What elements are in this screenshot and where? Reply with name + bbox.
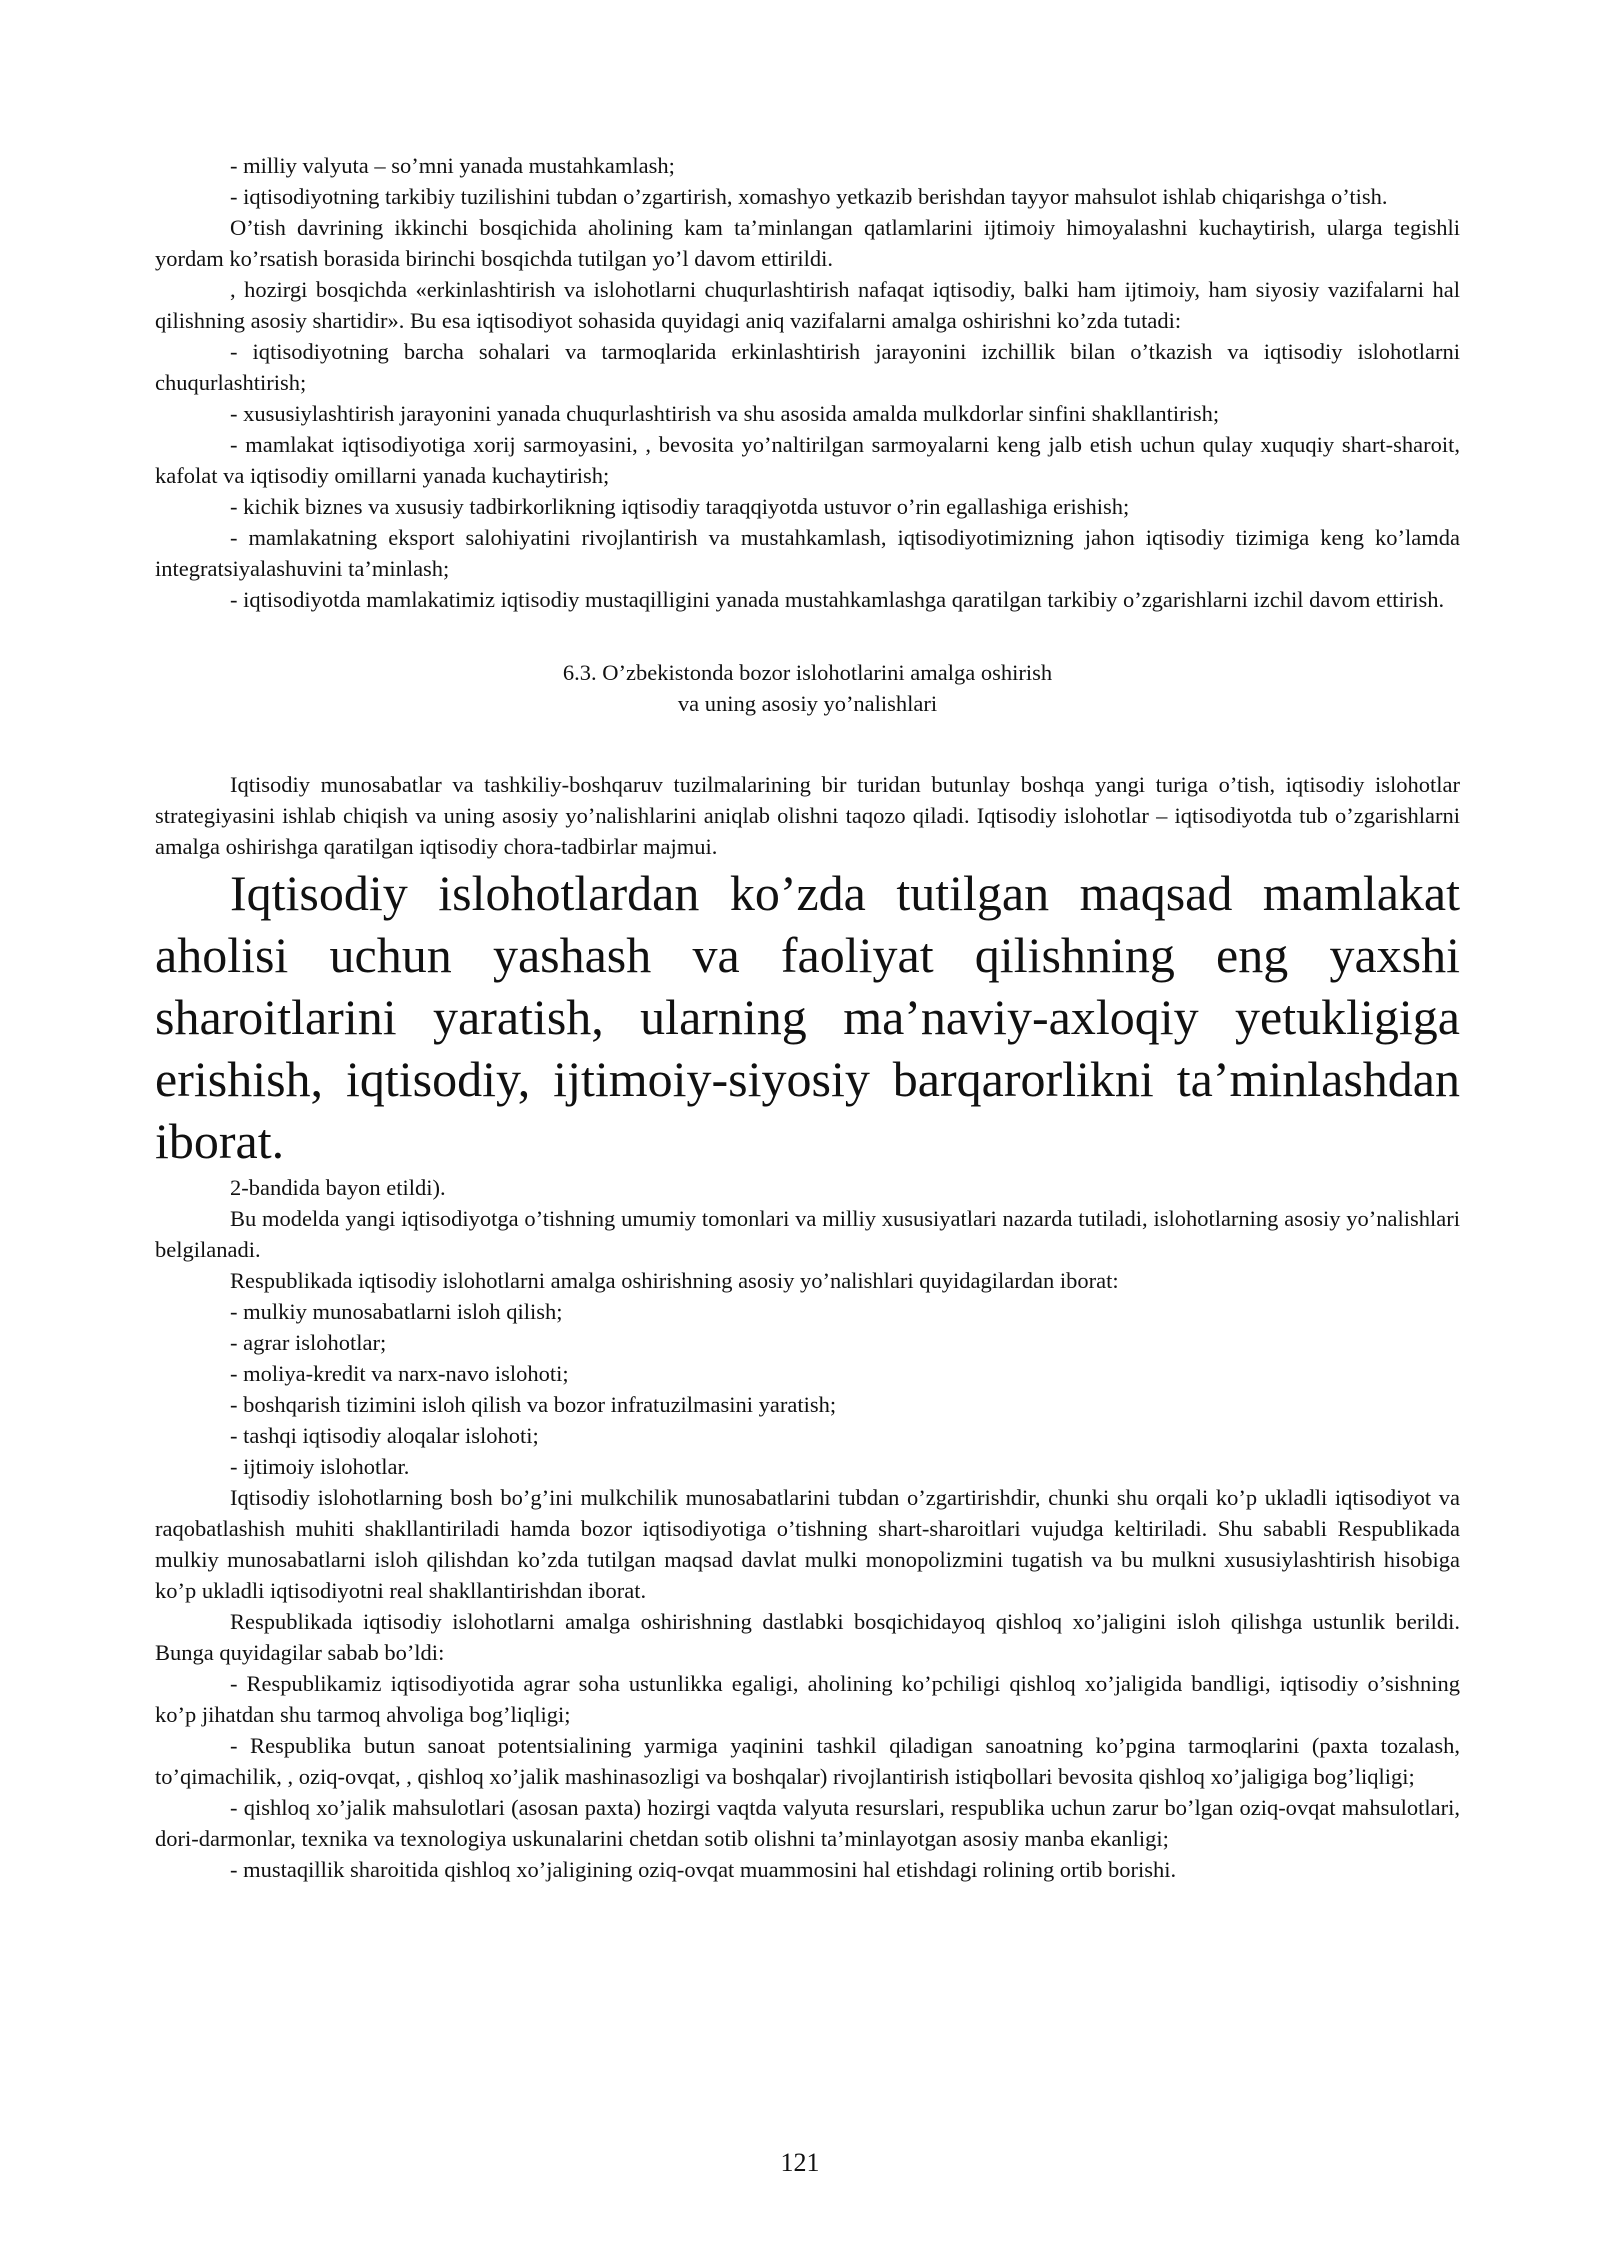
- paragraph: - iqtisodiyotning barcha sohalari va tarmoqlarida erkinlashtirish jarayonini izchillik bilan o’tkazish va iqtisodiy islohotlarni chuqurlashtirish;: [155, 339, 1460, 395]
- large-text-paragraph: Iqtisodiy islohotlardan ko’zda tutilgan maqsad mamlakat aholisi uchun yashash va faoliyat qilishning eng yaxshi sharoitlarini yaratish, ularning ma’naviy-axloqiy yetukligiga erishish, iqtisodiy, ijtimoiy-siyosiy barqarorlikni ta’minlashdan iborat.: [155, 865, 1460, 1169]
- paragraph: 2-bandida bayon etildi).: [230, 1175, 446, 1200]
- intro-paragraph: Iqtisodiy munosabatlar va tashkiliy-boshqaruv tuzilmalarining bir turidan butunlay boshqa yangi turiga o’tish, iqtisodiy islohotlar strategiyasini ishlab chiqish va uning asosiy yo’nalishlarini aniqlab olishni taqozo qiladi. Iqtisodiy islohotlar – iqtisodiyotda tub o’zgarishlarni amalga oshirishga qaratilgan iqtisodiy chora-tadbirlar majmui.: [155, 772, 1460, 859]
- spacer: [155, 719, 1460, 769]
- section-heading-line: 6.3. O’zbekistonda bozor islohotlarini amalga oshirish: [562, 660, 1053, 685]
- list-item: - moliya-kredit va narx-navo islohoti;: [230, 1361, 569, 1386]
- paragraph: Bu modelda yangi iqtisodiyotga o’tishning umumiy tomonlari va milliy xususiyatlari nazarda tutiladi, islohotlarning asosiy yo’nalishlari belgilanadi.: [155, 1206, 1460, 1262]
- paragraph: - mamlakat iqtisodiyotiga xorij sarmoyasini, , bevosita yo’naltirilgan sarmoyalarni keng jalb etish uchun qulay xuquqiy shart-sharoit, kafolat va iqtisodiy omillarni yanada kuchaytirish;: [155, 432, 1460, 488]
- list-item: - Respublika butun sanoat potentsialining yarmiga yaqinini tashkil qiladigan sanoatning ko’pgina tarmoqlarini (paxta tozalash, to’qimachilik, , oziq-ovqat, , qishloq xo’jalik mashinasozligi va boshqalar) rivojlantirish istiqbollari bevosita qishloq xo’jaligiga bog’liqligi;: [155, 1733, 1460, 1789]
- paragraph: O’tish davrining ikkinchi bosqichida aholining kam ta’minlangan qatlamlarini ijtimoiy himoyalashni kuchaytirish, ularga tegishli yordam ko’rsatish borasida birinchi bosqichda tutilgan yo’l davom ettirildi.: [155, 215, 1460, 271]
- paragraph: Iqtisodiy islohotlarning bosh bo’g’ini mulkchilik munosabatlarini tubdan o’zgartirishdir, chunki shu orqali ko’p ukladli iqtisodiyot va raqobatlashish muhiti shakllantiriladi hamda bozor iqtisodiyotiga o’tishning shart-sharoitlari vujudga keltiriladi. Shu sababli Respublikada mulkiy munosabatlarni isloh qilishdan ko’zda tutilgan maqsad davlat mulki monopolizmini tugatish va bu mulkni xususiylashtirish hisobiga ko’p ukladli iqtisodiyotni real shakllantirishdan iborat.: [155, 1485, 1460, 1603]
- paragraph: - kichik biznes va xususiy tadbirkorlikning iqtisodiy taraqqiyotda ustuvor o’rin egallashiga erishish;: [230, 494, 1130, 519]
- document-page: [155, 150, 1460, 1885]
- list-item: - mustaqillik sharoitida qishloq xo’jaligining oziq-ovqat muammosini hal etishdagi rolining ortib borishi.: [230, 1857, 1177, 1882]
- paragraph: - iqtisodiyotning tarkibiy tuzilishini tubdan o’zgartirish, xomashyo yetkazib berishdan tayyor mahsulot ishlab chiqarishga o’tish.: [230, 184, 1388, 209]
- paragraph: Respublikada iqtisodiy islohotlarni amalga oshirishning asosiy yo’nalishlari quyidagilardan iborat:: [230, 1268, 1119, 1293]
- list-item: - qishloq xo’jalik mahsulotlari (asosan paxta) hozirgi vaqtda valyuta resurslari, respublika uchun zarur bo’lgan oziq-ovqat mahsulotlari, dori-darmonlar, texnika va texnologiya uskunalarini chetdan sotib olishni ta’minlayotgan asosiy manba ekanligi;: [155, 1795, 1460, 1851]
- list-item: - boshqarish tizimini isloh qilish va bozor infratuzilmasini yaratish;: [230, 1392, 837, 1417]
- section-heading: [155, 657, 1460, 719]
- list-item: - ijtimoiy islohotlar.: [230, 1454, 410, 1479]
- list-item: - Respublikamiz iqtisodiyotida agrar soha ustunlikka egaligi, aholining ko’pchiligi qishloq xo’jaligida bandligi, iqtisodiy o’sishning ko’p jihatdan shu tarmoq ahvoliga bog’liqligi;: [155, 1671, 1460, 1727]
- list-item: - agrar islohotlar;: [230, 1330, 387, 1355]
- paragraph: - xususiylashtirish jarayonini yanada chuqurlashtirish va shu asosida amalda mulkdorlar sinfini shakllantirish;: [230, 401, 1220, 426]
- paragraph: - mamlakatning eksport salohiyatini rivojlantirish va mustahkamlash, iqtisodiyotimizning jahon iqtisodiy tizimiga keng ko’lamda integratsiyalashuvini ta’minlash;: [155, 525, 1460, 581]
- list-item: - tashqi iqtisodiy aloqalar islohoti;: [230, 1423, 539, 1448]
- paragraph: - iqtisodiyotda mamlakatimiz iqtisodiy mustaqilligini yanada mustahkamlashga qaratilgan tarkibiy o’zgarishlarni izchil davom ettirish.: [230, 587, 1445, 612]
- section-heading-line: va uning asosiy yo’nalishlari: [677, 691, 938, 716]
- paragraph: , hozirgi bosqichda «erkinlashtirish va islohotlarni chuqurlashtirish nafaqat iqtisodiy, balki ham ijtimoiy, ham siyosiy vazifalarni hal qilishning asosiy shartidir». Bu esa iqtisodiyot sohasida quyidagi aniq vazifalarni amalga oshirishni ko’zda tutadi:: [155, 277, 1460, 333]
- paragraph: - milliy valyuta – so’mni yanada mustahkamlash;: [230, 153, 675, 178]
- list-item: - mulkiy munosabatlarni isloh qilish;: [230, 1299, 563, 1324]
- paragraph: Respublikada iqtisodiy islohotlarni amalga oshirishning dastlabki bosqichidayoq qishloq xo’jaligini isloh qilishga ustunlik berildi. Bunga quyidagilar sabab bo’ldi:: [155, 1609, 1460, 1665]
- page-number: 121: [780, 2148, 820, 2177]
